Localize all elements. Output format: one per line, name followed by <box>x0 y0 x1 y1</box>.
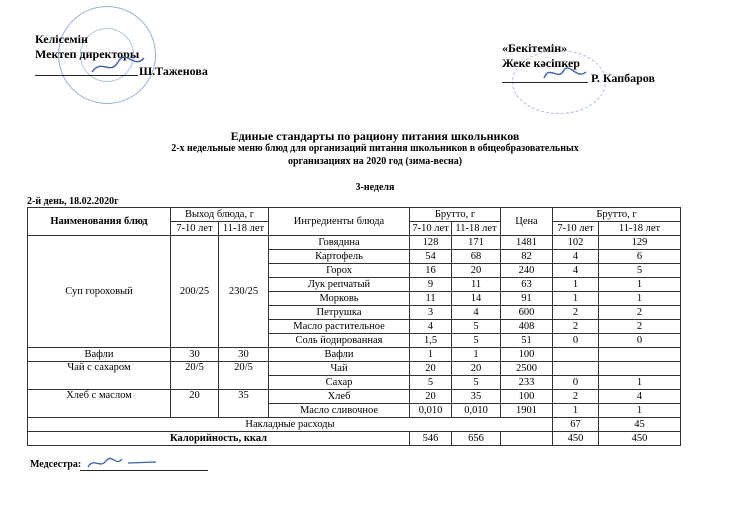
brutto-11-18: 1 <box>599 292 681 306</box>
nurse-signature <box>86 453 166 473</box>
brutto-11-18 <box>599 348 681 362</box>
price: 1481 <box>501 236 553 250</box>
right-approval-line2: Жеке кәсіпкер <box>502 56 580 70</box>
dish-output-11-18: 30 <box>219 348 269 362</box>
brutto-11-18: 4 <box>599 390 681 404</box>
ingredient-name: Хлеб <box>269 390 410 404</box>
dish-output-7-10: 30 <box>171 348 219 362</box>
brutto-11-18: 1 <box>599 404 681 418</box>
calories-7-10: 546 <box>410 432 452 446</box>
gross-7-10: 1,5 <box>410 334 452 348</box>
price: 600 <box>501 306 553 320</box>
header-ingredients: Ингредиенты блюда <box>269 208 410 236</box>
gross-7-10: 1 <box>410 348 452 362</box>
ingredient-name: Масло растительное <box>269 320 410 334</box>
brutto-7-10 <box>553 348 599 362</box>
ingredient-name: Лук репчатый <box>269 278 410 292</box>
table-header-row <box>28 208 681 222</box>
dish-output-11-18: 35 <box>219 390 269 418</box>
header-dish: Наименования блюд <box>28 208 171 236</box>
ingredient-name: Чай <box>269 362 410 376</box>
day-date-label: 2-й день, 18.02.2020г <box>27 196 119 207</box>
price: 408 <box>501 320 553 334</box>
gross-11-18: 5 <box>452 320 501 334</box>
table-row <box>28 390 681 404</box>
brutto-11-18: 1 <box>599 376 681 390</box>
dish-name: Вафли <box>28 348 171 362</box>
brutto-11-18: 1 <box>599 278 681 292</box>
gross-7-10: 20 <box>410 390 452 404</box>
header-age-7-10: 7-10 лет <box>171 222 219 236</box>
header-age-11-18: 11-18 лет <box>599 222 681 236</box>
left-approval-line1: Келісемін <box>35 32 88 46</box>
gross-11-18: 14 <box>452 292 501 306</box>
dish-output-7-10: 200/25 <box>171 236 219 348</box>
gross-11-18: 5 <box>452 376 501 390</box>
header-gross-2: Брутто, г <box>553 208 681 222</box>
ingredient-name: Картофель <box>269 250 410 264</box>
brutto-7-10: 4 <box>553 250 599 264</box>
brutto-11-18: 2 <box>599 306 681 320</box>
brutto-11-18: 5 <box>599 264 681 278</box>
header-gross-1: Брутто, г <box>410 208 501 222</box>
ingredient-name: Сахар <box>269 376 410 390</box>
overhead-11-18: 45 <box>599 418 681 432</box>
gross-7-10: 20 <box>410 362 452 376</box>
calories-brutto-11-18: 450 <box>599 432 681 446</box>
brutto-11-18: 129 <box>599 236 681 250</box>
ingredient-name: Петрушка <box>269 306 410 320</box>
week-label: 3-неделя <box>355 182 395 193</box>
gross-7-10: 5 <box>410 376 452 390</box>
header-output: Выход блюда, г <box>171 208 269 222</box>
price: 240 <box>501 264 553 278</box>
overhead-label: Накладные расходы <box>28 418 553 432</box>
table-row <box>28 348 681 362</box>
gross-11-18: 171 <box>452 236 501 250</box>
brutto-7-10 <box>553 362 599 376</box>
header-age-7-10: 7-10 лет <box>410 222 452 236</box>
price: 91 <box>501 292 553 306</box>
gross-7-10: 11 <box>410 292 452 306</box>
gross-11-18: 0,010 <box>452 404 501 418</box>
price: 82 <box>501 250 553 264</box>
header-age-7-10: 7-10 лет <box>553 222 599 236</box>
ingredient-name: Вафли <box>269 348 410 362</box>
price: 51 <box>501 334 553 348</box>
dish-output-7-10: 20 <box>171 390 219 418</box>
brutto-11-18: 2 <box>599 320 681 334</box>
calories-11-18: 656 <box>452 432 501 446</box>
gross-11-18: 1 <box>452 348 501 362</box>
gross-11-18: 20 <box>452 264 501 278</box>
brutto-7-10: 4 <box>553 264 599 278</box>
dish-name: Чай с сахаром <box>28 362 171 390</box>
entrepreneur-name: Р. Капбаров <box>591 71 655 85</box>
gross-11-18: 5 <box>452 334 501 348</box>
brutto-7-10: 1 <box>553 292 599 306</box>
gross-7-10: 16 <box>410 264 452 278</box>
gross-11-18: 20 <box>452 362 501 376</box>
left-approval-line2: Мектеп директоры <box>35 47 140 61</box>
nurse-label: Медсестра: <box>30 459 82 470</box>
brutto-7-10: 0 <box>553 376 599 390</box>
price: 63 <box>501 278 553 292</box>
price: 100 <box>501 390 553 404</box>
brutto-7-10: 102 <box>553 236 599 250</box>
brutto-11-18: 0 <box>599 334 681 348</box>
calories-label: Калорийность, ккал <box>28 432 410 446</box>
price: 233 <box>501 376 553 390</box>
dish-output-7-10: 20/5 <box>171 362 219 390</box>
document-title: Единые стандарты по рациону питания школьников <box>230 129 520 143</box>
gross-7-10: 54 <box>410 250 452 264</box>
header-age-11-18: 11-18 лет <box>219 222 269 236</box>
gross-7-10: 0,010 <box>410 404 452 418</box>
gross-7-10: 128 <box>410 236 452 250</box>
ingredient-name: Морковь <box>269 292 410 306</box>
overhead-7-10: 67 <box>553 418 599 432</box>
gross-11-18: 35 <box>452 390 501 404</box>
document-subtitle-2: организациях на 2020 год (зима-весна) <box>287 156 463 167</box>
brutto-7-10: 2 <box>553 320 599 334</box>
price: 100 <box>501 348 553 362</box>
ingredient-name: Масло сливочное <box>269 404 410 418</box>
header-age-11-18: 11-18 лет <box>452 222 501 236</box>
gross-7-10: 9 <box>410 278 452 292</box>
calories-brutto-7-10: 450 <box>553 432 599 446</box>
brutto-7-10: 0 <box>553 334 599 348</box>
table-row <box>28 362 681 376</box>
brutto-7-10: 2 <box>553 390 599 404</box>
document-subtitle-1: 2-х недельные меню блюд для организаций питания школьников в общеобразовательных <box>171 143 579 154</box>
menu-table <box>27 207 681 446</box>
brutto-11-18 <box>599 362 681 376</box>
dish-name: Хлеб с маслом <box>28 390 171 418</box>
entrepreneur-signature <box>540 60 590 86</box>
header-price: Цена <box>501 208 553 236</box>
dish-output-11-18: 230/25 <box>219 236 269 348</box>
brutto-11-18: 6 <box>599 250 681 264</box>
gross-7-10: 4 <box>410 320 452 334</box>
table-row-calories <box>28 432 681 446</box>
dish-output-11-18: 20/5 <box>219 362 269 390</box>
ingredient-name: Горох <box>269 264 410 278</box>
brutto-7-10: 1 <box>553 278 599 292</box>
price: 1901 <box>501 404 553 418</box>
calories-price-empty <box>501 432 553 446</box>
table-row <box>28 236 681 250</box>
gross-11-18: 68 <box>452 250 501 264</box>
gross-7-10: 3 <box>410 306 452 320</box>
ingredient-name: Говядина <box>269 236 410 250</box>
ingredient-name: Соль йодированная <box>269 334 410 348</box>
director-name: Ш.Таженова <box>139 64 208 78</box>
price: 2500 <box>501 362 553 376</box>
gross-11-18: 11 <box>452 278 501 292</box>
brutto-7-10: 2 <box>553 306 599 320</box>
table-row-overhead <box>28 418 681 432</box>
dish-name: Суп гороховый <box>28 236 171 348</box>
gross-11-18: 4 <box>452 306 501 320</box>
brutto-7-10: 1 <box>553 404 599 418</box>
right-approval-line1: «Бекітемін» <box>502 41 568 55</box>
